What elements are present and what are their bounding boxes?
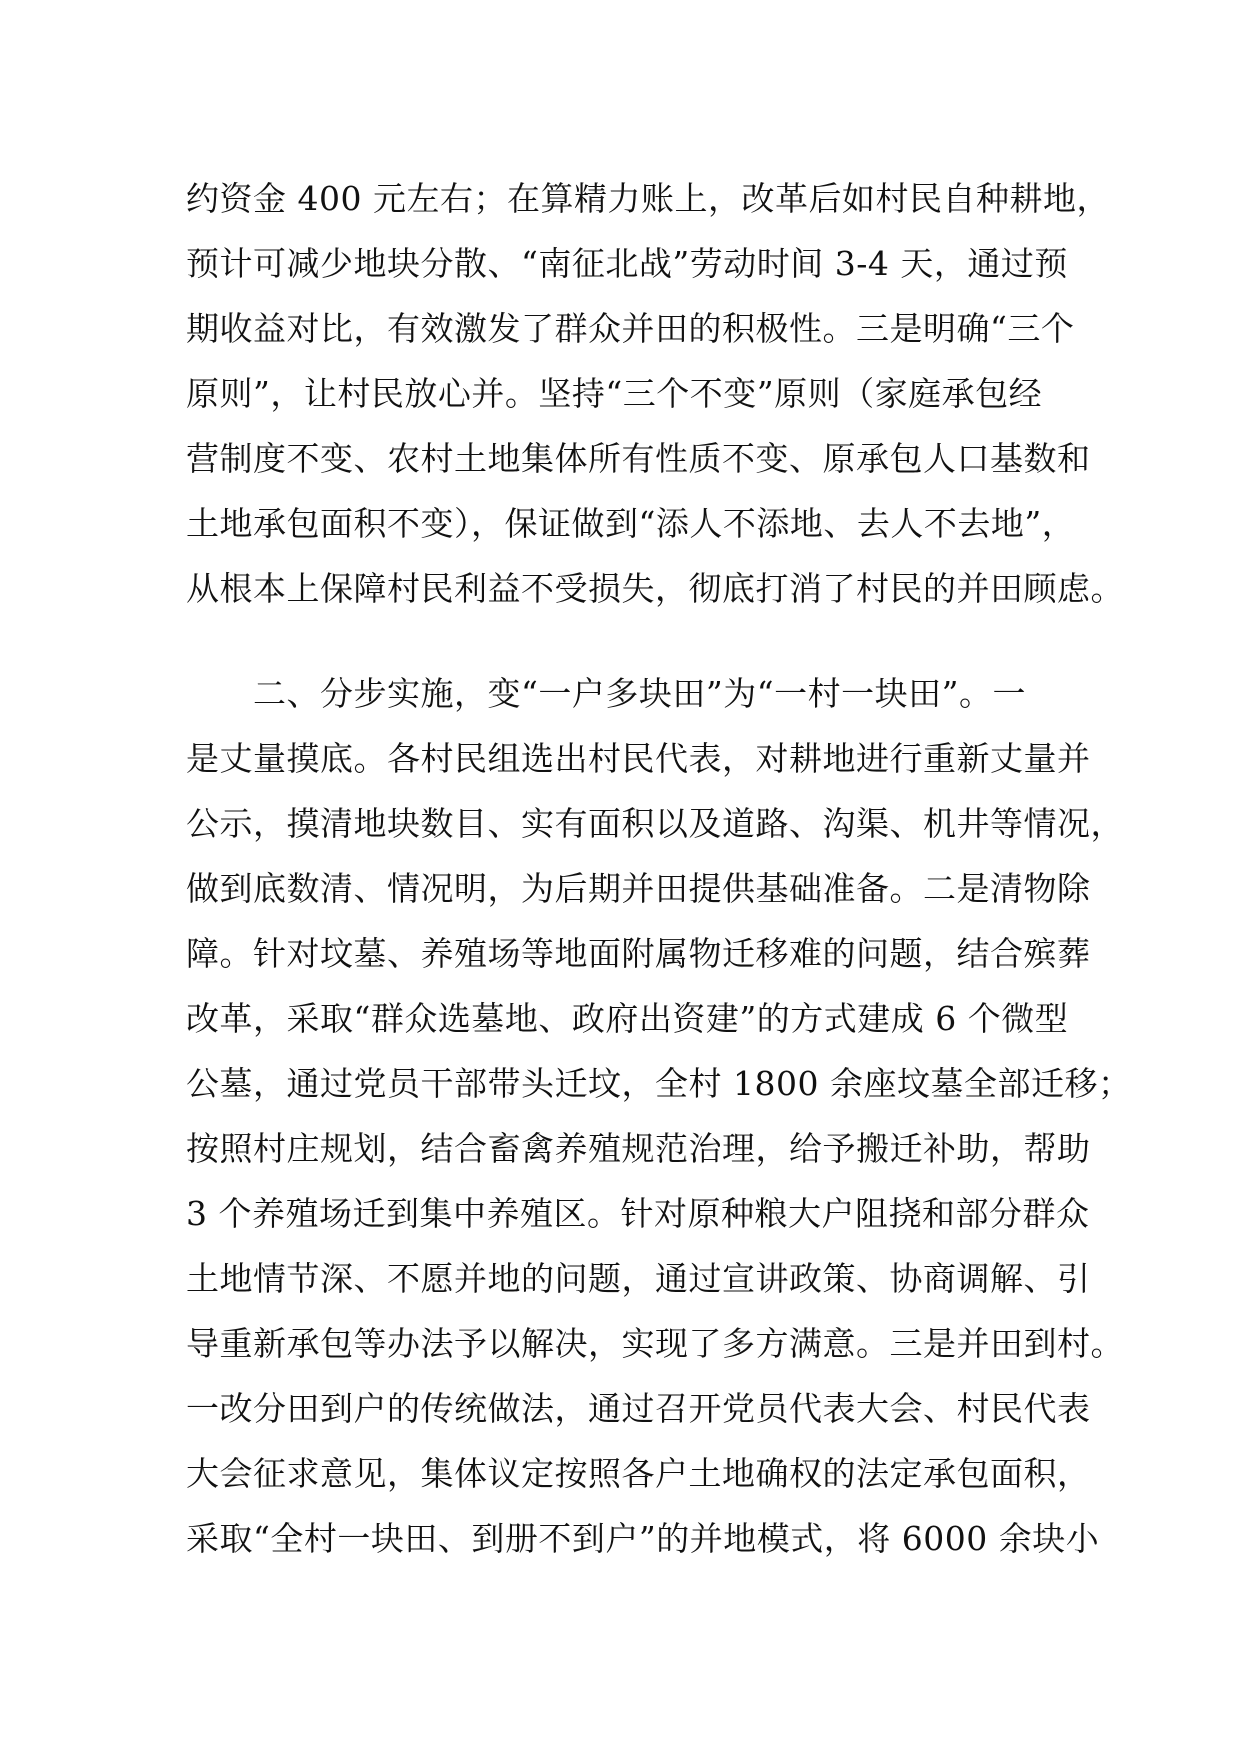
text-line: 原则”，让村民放心并。坚持“三个不变”原则（家庭承包经 [186,374,1043,413]
text-line: 按照村庄规划，结合畜禽养殖规范治理，给予搬迁补助，帮助 [186,1129,1091,1168]
text-line: 约资金 400 元左右；在算精力账上，改革后如村民自种耕地， [186,179,1110,218]
text-line: 改革，采取“群众选墓地、政府出资建”的方式建成 6 个微型 [186,999,1069,1038]
text-line: 障。针对坟墓、养殖场等地面附属物迁移难的问题，结合殡葬 [186,934,1091,973]
text-line: 公示，摸清地块数目、实有面积以及道路、沟渠、机井等情况， [186,804,1124,843]
text-line: 从根本上保障村民利益不受损失，彻底打消了村民的并田顾虑。 [186,569,1124,608]
text-line: 一改分田到户的传统做法，通过召开党员代表大会、村民代表 [186,1389,1091,1428]
text-line: 营制度不变、农村土地集体所有性质不变、原承包人口基数和 [186,439,1091,478]
text-line: 是丈量摸底。各村民组选出村民代表，对耕地进行重新丈量并 [186,739,1091,778]
text-line: 3 个养殖场迁到集中养殖区。针对原种粮大户阻挠和部分群众 [186,1194,1090,1233]
document-body [186,166,1132,1571]
paragraph-2 [186,661,1132,1571]
text-line: 采取“全村一块田、到册不到户”的并地模式，将 6000 余块小 [186,1519,1100,1558]
text-line: 土地情节深、不愿并地的问题，通过宣讲政策、协商调解、引 [186,1259,1091,1298]
text-line: 大会征求意见，集体议定按照各户土地确权的法定承包面积， [186,1454,1091,1493]
text-line: 土地承包面积不变），保证做到“添人不添地、去人不去地”， [186,504,1076,543]
text-line: 二、分步实施，变“一户多块田”为“一村一块田”。一 [186,674,1026,713]
text-line: 预计可减少地块分散、“南征北战”劳动时间 3-4 天，通过预 [186,244,1068,283]
paragraph-spacer [186,621,1086,661]
paragraph-1 [186,166,1124,621]
text-line: 期收益对比，有效激发了群众并田的积极性。三是明确“三个 [186,309,1075,348]
text-line: 公墓，通过党员干部带头迁坟，全村 1800 余座坟墓全部迁移； [186,1064,1132,1103]
text-line: 导重新承包等办法予以解决，实现了多方满意。三是并田到村。 [186,1324,1124,1363]
text-line: 做到底数清、情况明，为后期并田提供基础准备。二是清物除 [186,869,1091,908]
